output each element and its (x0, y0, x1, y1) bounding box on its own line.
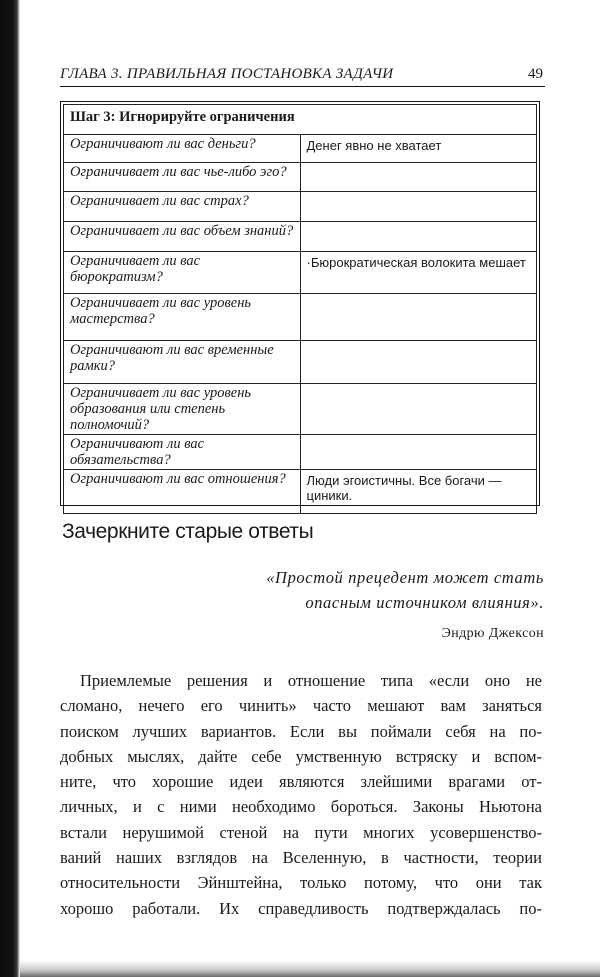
table-row (64, 192, 537, 222)
table-title-row (64, 105, 537, 135)
answer-cell (300, 294, 537, 341)
question-cell: Ограничивает ли вас страх? (64, 192, 301, 222)
table-row (64, 341, 537, 384)
quote-line: «Простой прецедент может стать (266, 568, 544, 587)
answer-cell (300, 222, 537, 252)
paragraph-line: сломано, нечего его чинить» часто мешают вам заняться (60, 696, 542, 716)
page-bottom-shadow (20, 960, 600, 977)
table-row (64, 470, 537, 514)
table-row (64, 135, 537, 163)
question-cell: Ограничивает ли вас чье-либо эго? (64, 163, 301, 192)
answer-cell (300, 341, 537, 384)
paragraph-line: личных, и с ними необходимо бороться. Законы Ньютона (60, 797, 542, 817)
body-paragraph (60, 668, 542, 921)
page-number: 49 (528, 66, 543, 82)
section-heading: Зачеркните старые ответы (62, 520, 314, 543)
table-row (64, 384, 537, 435)
quote-author: Эндрю Джексон (441, 626, 544, 641)
answer-cell (300, 192, 537, 222)
table-row (64, 163, 537, 192)
table-row (64, 294, 537, 341)
book-spine-shadow (0, 0, 20, 977)
constraints-table (63, 104, 537, 514)
answer-cell: Люди эгоистичны. Все богачи — циники. (300, 470, 537, 514)
constraints-table-frame (60, 101, 540, 506)
question-cell: Ограничивает ли вас объем знаний? (64, 222, 301, 252)
paragraph-line: добных мыслях, дайте себе умственную встряску и вспом- (60, 746, 542, 766)
question-cell: Ограничивают ли вас обязательства? (64, 435, 301, 470)
paragraph-line: поиском лучших вариантов. Если вы поймали себя на по- (60, 721, 542, 741)
question-cell: Ограничивают ли вас временные рамки? (64, 341, 301, 384)
question-cell: Ограничивают ли вас деньги? (64, 135, 301, 163)
paragraph-line: встали нерушимой стеной на пути многих усовершенство- (60, 822, 542, 842)
chapter-title: ГЛАВА 3. ПРАВИЛЬНАЯ ПОСТАНОВКА ЗАДАЧИ (60, 66, 394, 82)
paragraph-line: ните, что хорошие идеи являются злейшими врагами от- (60, 772, 542, 792)
answer-cell (300, 163, 537, 192)
quote-line: опасным источником влияния». (305, 593, 544, 612)
paragraph-line: Приемлемые решения и отношение типа «если оно не (80, 671, 542, 690)
question-cell: Ограничивает ли вас уровень образования или степень полномочий? (64, 384, 301, 435)
answer-cell (300, 435, 537, 470)
table-title: Шаг 3: Игнорируйте ограничения (64, 105, 537, 135)
question-cell: Ограничивает ли вас уровень мастерства? (64, 294, 301, 341)
paragraph-line: относительности Эйнштейна, только потому, что они так (60, 873, 542, 893)
table-row (64, 252, 537, 294)
epigraph-quote (184, 565, 544, 615)
question-cell: Ограничивает ли вас бюрократизм? (64, 252, 301, 294)
answer-cell: ·Бюрократическая волокита мешает (300, 252, 537, 294)
running-header (60, 64, 545, 87)
answer-cell: Денег явно не хватает (300, 135, 537, 163)
paragraph-line: ваний наших взглядов на Вселенную, в частности, теории (60, 848, 542, 868)
paragraph-line: хорошо работали. Их справедливость подтверждалась по- (60, 898, 542, 918)
answer-cell (300, 384, 537, 435)
table-row (64, 435, 537, 470)
question-cell: Ограничивают ли вас отношения? (64, 470, 301, 514)
table-row (64, 222, 537, 252)
